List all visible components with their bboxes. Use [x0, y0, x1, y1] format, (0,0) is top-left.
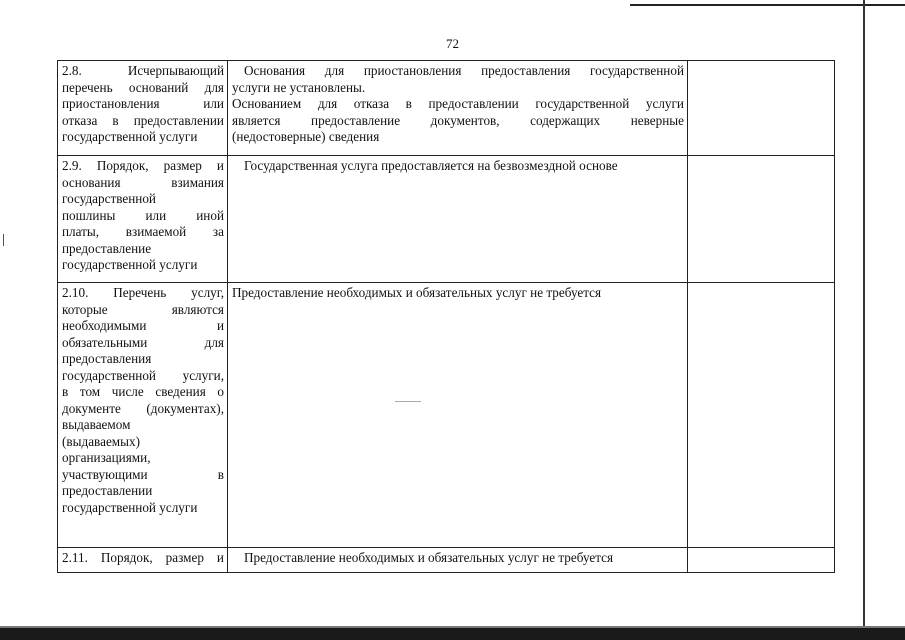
- cell-line: государственной услуги: [62, 499, 198, 515]
- cell-line: Предоставление необходимых и обязательных услуг не требуется: [232, 285, 602, 300]
- scan-edge-line: [863, 0, 865, 628]
- cell-line: государственной услуги,: [62, 367, 224, 383]
- table-row: [58, 283, 835, 548]
- cell-line: государственной: [62, 191, 156, 206]
- cell-line: основания взимания: [62, 174, 224, 190]
- cell-line: обязательными для: [62, 334, 224, 350]
- cell-line: государственной услуги: [62, 129, 198, 144]
- item-title-cell: [58, 156, 228, 283]
- cell-line: отказа в предоставлении: [62, 112, 224, 128]
- cell-line: (выдаваемых): [62, 433, 140, 449]
- cell-line: предоставление: [62, 240, 152, 256]
- cell-line: предоставлении: [62, 483, 153, 498]
- item-note-cell: [688, 61, 835, 156]
- cell-line: Основанием для отказа в предоставлении государственной услуги: [232, 96, 684, 111]
- cell-line: предоставления: [62, 351, 152, 366]
- item-content-cell: [228, 283, 688, 548]
- cell-line: документе (документах),: [62, 400, 224, 416]
- item-note-cell: [688, 283, 835, 548]
- item-title-cell: [58, 61, 228, 156]
- scan-artifact: [3, 234, 4, 246]
- table-row: [58, 548, 835, 573]
- cell-line: организациями,: [62, 450, 151, 465]
- item-title-cell: [58, 548, 228, 573]
- cell-line: приостановления или: [62, 96, 224, 111]
- cell-line: перечень оснований для: [62, 79, 224, 95]
- cell-line: платы, взимаемой за: [62, 224, 224, 239]
- cell-line: которые являются: [62, 301, 224, 317]
- cell-line: является предоставление документов, содержащих неверные: [232, 112, 684, 128]
- cell-line: Предоставление необходимых и обязательных услуг не требуется: [244, 550, 614, 565]
- cell-line: государственной услуги: [62, 257, 198, 272]
- page-number: 72: [446, 36, 459, 51]
- cell-line: 2.10. Перечень услуг,: [62, 285, 224, 300]
- cell-line: необходимыми и: [62, 318, 224, 333]
- services-table: [57, 60, 835, 573]
- cell-line: в том числе сведения о: [62, 384, 224, 399]
- cell-line: Основания для приостановления предоставления государственной: [244, 63, 684, 78]
- cell-line: пошлины или иной: [62, 207, 224, 223]
- item-content-cell: [228, 156, 688, 283]
- scan-edge-band: [0, 628, 905, 640]
- item-note-cell: [688, 156, 835, 283]
- cell-line: 2.8. Исчерпывающий: [62, 63, 224, 78]
- item-note-cell: [688, 548, 835, 573]
- item-title-cell: [58, 283, 228, 548]
- cell-line: (недостоверные) сведения: [232, 129, 380, 144]
- cell-line: услуги не установлены.: [232, 79, 366, 95]
- cell-line: 2.11. Порядок, размер и: [62, 550, 224, 565]
- item-content-cell: [228, 548, 688, 573]
- item-content-cell: [228, 61, 688, 156]
- cell-line: 2.9. Порядок, размер и: [62, 158, 224, 173]
- cell-line: выдаваемом: [62, 417, 131, 432]
- table-row: [58, 61, 835, 156]
- cell-line: Государственная услуга предоставляется на безвозмездной основе: [244, 158, 618, 173]
- table-row: [58, 156, 835, 283]
- cell-line: участвующими в: [62, 466, 224, 482]
